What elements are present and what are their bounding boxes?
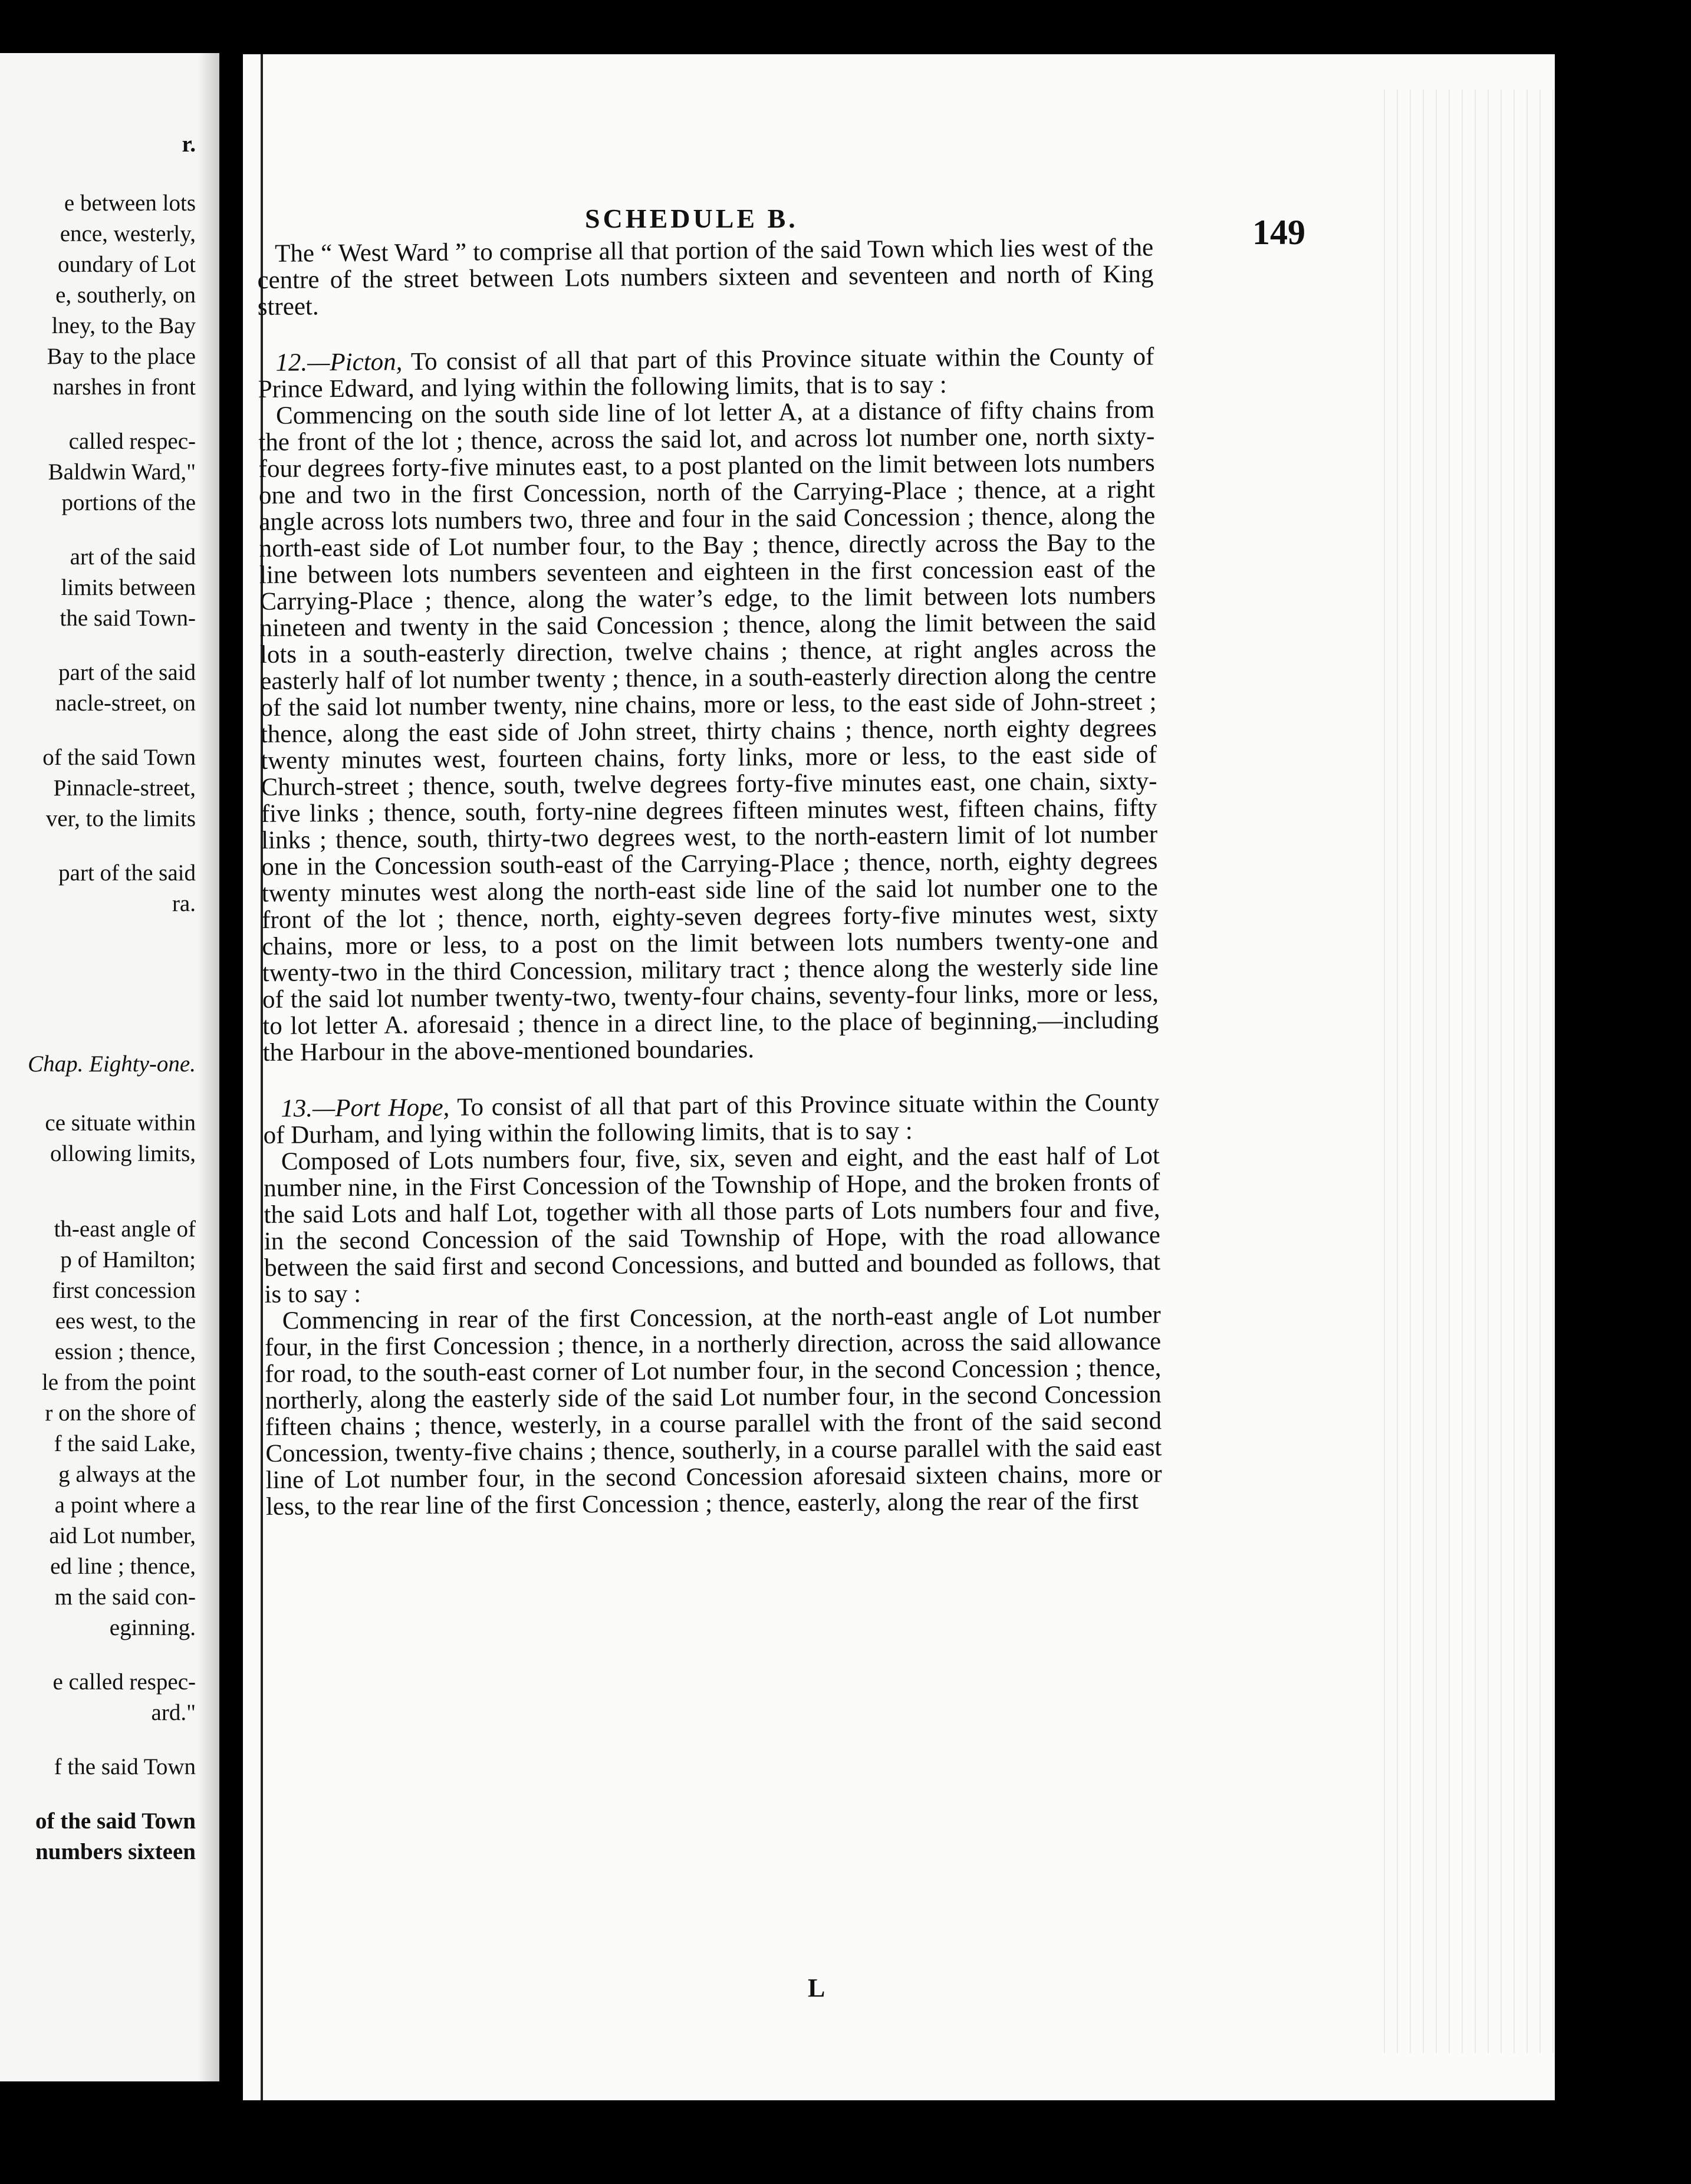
facing-page-line: of the said Town <box>35 1808 196 1834</box>
facing-page-line: art of the said <box>70 544 196 570</box>
facing-page-line: e between lots <box>64 190 196 216</box>
facing-page-line: r on the shore of <box>45 1400 196 1426</box>
facing-page-line: Pinnacle-street, <box>53 775 196 801</box>
facing-page-line: oundary of Lot <box>58 252 196 277</box>
facing-page-line: ed line ; thence, <box>50 1554 196 1579</box>
section-lead-port-hope: 13.—Port Hope, <box>281 1093 450 1123</box>
facing-page-line: ession ; thence, <box>54 1339 196 1364</box>
facing-page-line: aid Lot number, <box>49 1523 196 1548</box>
page-body <box>257 234 1162 1520</box>
facing-page-line: ollowing limits, <box>50 1141 196 1166</box>
facing-page-line: e, southerly, on <box>55 282 196 308</box>
signature-mark: L <box>808 1974 825 2002</box>
page-title: SCHEDULE B. <box>585 203 798 233</box>
facing-page-line: p of Hamilton; <box>60 1247 196 1272</box>
picton-heading-paragraph <box>258 343 1154 403</box>
facing-page-line: limits between <box>61 575 196 600</box>
facing-page-line: the said Town- <box>60 606 196 631</box>
facing-page-line: ard." <box>151 1700 196 1725</box>
facing-page-line: e called respec- <box>52 1669 196 1695</box>
facing-page-line: called respec- <box>68 429 196 454</box>
facing-page-line: Chap. Eighty-one. <box>28 1051 196 1077</box>
facing-page-line: first concession <box>52 1278 196 1303</box>
facing-page-line: r. <box>182 131 196 157</box>
facing-page-line: ce situate within <box>45 1110 196 1136</box>
facing-page-line: m the said con- <box>54 1584 196 1610</box>
facing-page-line: a point where a <box>54 1492 196 1518</box>
facing-page-fragment <box>0 53 219 2081</box>
facing-page-line: g always at the <box>58 1462 196 1487</box>
facing-page-line: of the said Town <box>42 745 196 770</box>
port-hope-intro: To consist of all that part of this Province situate within the County of Durham, and lying within the following limits, that is to say : <box>263 1088 1160 1149</box>
facing-page-line: ence, westerly, <box>60 221 196 246</box>
picton-intro: To consist of all that part of this Province situate within the County of Prince Edward, and lying within the following limits, that is to say : <box>258 343 1154 403</box>
section-lead-picton: 12.—Picton, <box>275 348 403 377</box>
page-number: 149 <box>1252 213 1305 252</box>
facing-page-line: ver, to the limits <box>45 806 196 831</box>
facing-page-line: le from the point <box>41 1370 196 1395</box>
picton-boundaries-paragraph: Commencing on the south side line of lot letter A, at a distance of fifty chains from the front of the lot ; thence, across the said lot, and across lot number one, north sixty-four degrees forty-five minutes east, to a post planted on the limit between lots numbers one and two in the first Concession, north of the Carrying-Place ; thence, at a right angle across lots numbers two, three and four in the said Concession ; thence, along the north-east side of Lot number four, to the Bay ; thence, directly across the Bay to the line between lots numbers seventeen and eighteen in the first concession east of the Carrying-Place ; thence, along the water’s edge, to the limit between lots numbers nineteen and twenty in the said Concession ; thence, along the limit between the said lots in a south-easterly direction, twelve chains ; thence, at right angles across the easterly half of lot number twenty ; thence, in a south-easterly direction along the centre of the said lot number twenty, nine chains, more or less, to the east side of John-street ; thence, along the east side of John street, thirty chains ; thence, north eighty degrees twenty minutes west, fourteen chains, forty links, more or less, to the east side of Church-street ; thence, south, twelve degrees forty-five minutes east, one chain, sixty-five links ; thence, south, forty-nine degrees fifteen minutes west, fifteen chains, fifty links ; thence, south, thirty-two degrees west, to the north-eastern limit of lot number one in the Concession south-east of the Carrying-Place ; thence, north, eighty degrees twenty minutes west along the north-east side line of the said lot number one to the front of the lot ; thence, north, eighty-seven degrees forty-five minutes west, sixty chains, more or less, to a post on the limit between lots numbers twenty-one and twenty-two in the third Concession, military tract ; thence along the westerly side line of the said lot number twenty-two, twenty-four chains, seventy-four links, more or less, to lot letter A. aforesaid ; thence in a direct line, to the place of beginning,—including the Harbour in the above-mentioned boundaries. <box>258 396 1159 1067</box>
facing-page-line: part of the said <box>58 860 196 886</box>
facing-page-line: ees west, to the <box>55 1308 196 1334</box>
facing-page-line: ra. <box>172 891 196 916</box>
port-hope-heading-paragraph <box>263 1089 1160 1149</box>
facing-page-line: narshes in front <box>52 374 196 400</box>
page-edges <box>1378 90 1555 2053</box>
facing-page-line: portions of the <box>61 490 196 515</box>
book-fold-shadow <box>198 53 219 2081</box>
facing-page-line: part of the said <box>58 660 196 685</box>
facing-page-line: f the said Town <box>54 1754 196 1780</box>
facing-page-line: lney, to the Bay <box>51 313 196 338</box>
west-ward-paragraph: The “ West Ward ” to comprise all that portion of the said Town which lies west of the centre of the street between Lots numbers sixteen and seventeen and north of King street. <box>257 233 1154 321</box>
facing-page-line: numbers sixteen <box>35 1839 196 1864</box>
port-hope-commencing-paragraph: Commencing in rear of the first Concession, at the north-east angle of Lot number four, in the first Concession ; thence, in a northerly direction, across the said allowance for road, to the south-east corner of Lot number four, in the second Concession ; thence, northerly, along the easterly side of the said Lot number four, in the second Concession fifteen chains ; thence, westerly, in a course parallel with the front of the said second Concession, twenty-five chains ; thence, southerly, in a course parallel with the said east line of Lot number four, in the second Concession aforesaid sixteen chains, more or less, to the rear line of the first Concession ; thence, easterly, along the rear of the first <box>264 1301 1162 1521</box>
facing-page-line: f the said Lake, <box>54 1431 196 1456</box>
facing-page-line: Bay to the place <box>47 344 196 369</box>
port-hope-composed-paragraph: Composed of Lots numbers four, five, six, seven and eight, and the east half of Lot number nine, in the First Concession of the Township of Hope, and the broken fronts of the said Lots and half Lot, together with all those parts of Lots numbers four and five, in the second Concession of the said Township of Hope, with the road allowance between the said first and second Concessions, and butted and bounded as follows, that is to say : <box>264 1142 1161 1308</box>
facing-page-line: nacle-street, on <box>55 690 196 716</box>
facing-page-line: th-east angle of <box>54 1216 196 1242</box>
facing-page-line: eginning. <box>109 1615 196 1640</box>
document-page <box>243 54 1555 2100</box>
facing-page-line: Baldwin Ward," <box>48 459 196 485</box>
